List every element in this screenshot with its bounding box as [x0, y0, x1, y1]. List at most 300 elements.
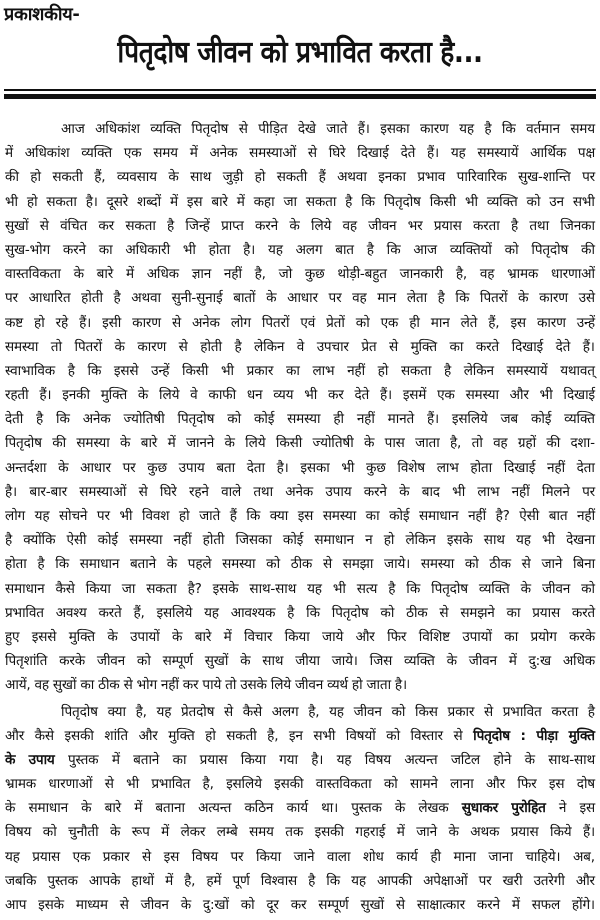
word: है, — [308, 703, 320, 720]
word: भी — [452, 483, 466, 500]
word: लाना — [450, 776, 474, 793]
word: गया — [279, 751, 298, 768]
word: है, — [202, 776, 214, 793]
word: जा — [121, 580, 136, 597]
word: सुखों — [52, 677, 77, 694]
word: लोग — [230, 314, 251, 331]
word: जबकि — [5, 872, 37, 889]
word: व्यक्ति — [403, 653, 435, 670]
word: बारे — [194, 628, 212, 645]
word: बाद — [421, 483, 440, 500]
word: भी — [5, 193, 18, 210]
word: आधार — [80, 459, 111, 476]
word: खरी — [502, 872, 523, 889]
word: कुछ — [147, 459, 167, 476]
word: समय — [249, 824, 274, 841]
word: के — [81, 800, 92, 817]
word: के — [446, 653, 457, 670]
text-line — [5, 724, 595, 748]
word: उतरेगी — [533, 872, 565, 889]
word: अधिकारी — [125, 241, 170, 258]
word: वह — [479, 266, 495, 283]
word: को — [386, 727, 400, 744]
word: साथ-साथ — [249, 580, 297, 597]
word: जीवन — [96, 653, 126, 670]
word: सकता — [125, 217, 156, 234]
word: मुक्ति — [568, 727, 595, 744]
word: सत्य — [356, 580, 378, 597]
word: प्रयोग — [530, 628, 557, 645]
word: भी — [304, 387, 318, 404]
word: हैं — [229, 508, 237, 524]
text-line — [5, 335, 595, 359]
word: किया — [284, 628, 310, 645]
word: के — [363, 435, 375, 452]
word: हैं। — [379, 387, 392, 404]
word: कि — [55, 556, 69, 573]
word: धारणाओं — [550, 266, 595, 283]
word: जिसका — [235, 532, 272, 549]
word: तथा — [529, 217, 549, 234]
word: एक — [380, 314, 399, 331]
word: हो — [178, 508, 190, 524]
word: किये — [549, 824, 572, 841]
word: पितरों — [479, 290, 508, 307]
word: आधार — [287, 290, 318, 307]
word: अलग — [295, 241, 323, 258]
word: अलग — [271, 703, 299, 720]
word: में — [223, 628, 232, 645]
text-line — [5, 480, 595, 504]
word: उपायों — [130, 628, 160, 645]
word: कोई — [389, 508, 410, 524]
word: देता — [576, 459, 595, 476]
word: सकता — [46, 193, 77, 210]
word: पीड़ित — [258, 121, 288, 137]
text-line — [5, 601, 595, 625]
word: समस्या — [222, 556, 256, 573]
word: है — [345, 193, 353, 210]
word: पारिवारिक — [456, 169, 507, 186]
word: समाधान — [5, 580, 45, 597]
word: हैं, — [94, 169, 106, 186]
word: विषय — [5, 824, 32, 841]
body-text — [5, 117, 595, 917]
word: व्यर्थ — [327, 677, 348, 694]
word: इनका — [378, 169, 406, 186]
word: बारे — [211, 193, 228, 210]
word: सामने — [409, 776, 438, 793]
word: अथवा — [131, 290, 161, 307]
word: पितृदोष — [383, 193, 421, 210]
word: है। — [85, 193, 98, 210]
word: के — [289, 217, 300, 234]
word: उसे — [578, 290, 595, 307]
word: सुखों — [360, 897, 384, 913]
word: कारण — [539, 290, 568, 307]
text-line — [5, 262, 595, 286]
word: कार्य — [286, 800, 308, 817]
word: आवश्यक — [230, 604, 276, 621]
word: जाना — [488, 848, 513, 865]
word: हुए — [5, 628, 20, 645]
word: के — [224, 435, 235, 452]
word: का — [98, 241, 113, 258]
word: : — [520, 727, 526, 744]
word: समझा — [342, 556, 374, 573]
word: पर — [478, 872, 492, 889]
word: आज — [413, 241, 437, 258]
section-label: प्रकाशकीय- — [4, 4, 80, 25]
word: है, — [267, 727, 279, 744]
word: के — [524, 751, 535, 768]
word: से — [39, 217, 49, 234]
word: में — [165, 872, 174, 889]
word: बार-बार — [29, 483, 67, 500]
word: जाने — [293, 848, 315, 865]
word: भी — [119, 508, 133, 524]
word: से — [178, 338, 188, 355]
word: सुखों — [5, 217, 29, 234]
word: बताना — [155, 800, 185, 817]
word: विवश — [141, 508, 170, 524]
text-line — [5, 311, 595, 335]
word: अथवा — [337, 169, 367, 186]
word: पितरों — [74, 338, 102, 355]
word: सफल — [531, 897, 560, 913]
text-line — [5, 893, 595, 917]
word: जो — [278, 266, 293, 283]
word: के — [448, 824, 459, 841]
word: में — [189, 145, 198, 162]
word: हो — [383, 532, 395, 549]
text-line — [5, 141, 595, 165]
word: तो — [471, 435, 483, 452]
word: होती — [202, 532, 225, 549]
word: किया — [85, 580, 111, 597]
word: हो — [34, 314, 45, 331]
word: माध्यम — [75, 897, 108, 913]
word: अत्यन्त — [404, 751, 438, 768]
word: अधिक — [562, 653, 595, 670]
word: पितृदोष — [431, 580, 468, 597]
word: पुस्तक — [351, 800, 382, 817]
text-line — [5, 772, 595, 796]
word: है — [37, 556, 45, 573]
word: शब्दों — [137, 193, 161, 210]
word: है? — [187, 580, 202, 597]
word: जिनका — [560, 217, 595, 234]
word: इसमें — [402, 387, 427, 404]
word: के — [120, 435, 131, 452]
word: से — [238, 121, 248, 137]
word: ऐसी — [519, 508, 540, 524]
word: बारे — [140, 435, 158, 452]
word: लेकर — [180, 824, 206, 841]
word: है — [234, 338, 242, 355]
word: लिये — [245, 435, 266, 452]
word: व्यक्तियों — [449, 241, 492, 258]
text-line — [5, 700, 595, 724]
word: होता — [208, 241, 231, 258]
word: के — [180, 897, 191, 913]
word: से — [119, 897, 129, 913]
word: दु:ख — [528, 653, 551, 670]
word: विषय — [364, 751, 391, 768]
word: करता — [551, 703, 579, 720]
word: है, — [184, 872, 196, 889]
word: वे — [190, 387, 198, 404]
word: हैं। — [39, 387, 52, 404]
word: कैसे — [242, 703, 263, 720]
word: मुक्ति — [168, 727, 195, 744]
word: ही — [430, 848, 441, 865]
word: मान — [430, 314, 450, 331]
word: जीवन — [468, 653, 497, 670]
word: रहे — [55, 314, 69, 331]
word: मुक्ति — [68, 628, 95, 645]
word: इस — [163, 848, 180, 865]
word: जानकारी — [399, 266, 444, 283]
word: कहा — [253, 193, 275, 210]
word: के — [58, 459, 69, 476]
word: इस — [510, 314, 526, 331]
word: बारे — [104, 800, 122, 817]
title-rule-thick — [4, 94, 596, 99]
word: प्रभाव — [417, 169, 446, 186]
word: हैं। — [79, 314, 92, 331]
word: नहीं — [577, 508, 595, 524]
word: लिये — [310, 217, 332, 234]
word: दशा- — [570, 435, 595, 452]
word: है। — [5, 483, 17, 500]
word: जाते — [326, 121, 348, 137]
word: विस्तार — [410, 727, 443, 744]
word: सकता — [400, 362, 432, 379]
word: लिये — [159, 387, 180, 404]
word: शोध — [362, 848, 384, 865]
word: में — [511, 897, 520, 913]
word: वाला — [326, 848, 351, 865]
word: करते — [475, 338, 499, 355]
word: दु:खों — [202, 897, 229, 913]
word: पर — [122, 459, 136, 476]
word: नहीं — [356, 411, 375, 428]
word: क्योंकि — [23, 532, 56, 549]
word: हैं, — [133, 604, 145, 621]
word: यह — [516, 532, 531, 549]
word: तो — [225, 677, 237, 694]
word: का — [506, 604, 521, 621]
word: आप — [5, 897, 27, 913]
word: जानने — [185, 435, 215, 452]
word: एवं — [300, 314, 316, 331]
word: कर — [182, 677, 199, 694]
word: को — [380, 604, 395, 621]
word: है — [5, 532, 13, 549]
word: अधिकांश — [95, 121, 140, 137]
word: साथ — [190, 169, 212, 186]
word: है। — [276, 459, 289, 476]
word: है, — [254, 266, 266, 283]
word: को — [136, 653, 151, 670]
word: हो — [351, 677, 363, 694]
word: का — [504, 628, 519, 645]
word: समाधान — [314, 532, 354, 549]
word: को — [240, 897, 255, 913]
word: ग्रहों — [517, 435, 536, 452]
word: पुरोहित — [511, 800, 546, 817]
word: समस्या — [420, 556, 455, 573]
word: बारे — [96, 266, 114, 283]
word: बताने — [130, 556, 156, 573]
word: करते — [98, 604, 122, 621]
word: अपेक्षाओं — [423, 872, 468, 889]
word: सकती — [276, 169, 308, 186]
word: जाये। — [384, 556, 411, 573]
word: माना — [453, 848, 476, 865]
word: के — [172, 628, 183, 645]
word: हाथों — [131, 872, 154, 889]
word: लम्बे — [216, 824, 238, 841]
word: है — [67, 362, 75, 379]
word: की — [52, 435, 66, 452]
word: रहती — [5, 387, 29, 404]
word: ठीक — [290, 556, 313, 573]
word: है, — [135, 703, 147, 720]
word: समय — [570, 121, 595, 137]
text-line — [5, 796, 595, 820]
word: था। — [321, 800, 339, 817]
word: से — [389, 338, 399, 355]
word: हैं। — [582, 338, 595, 355]
word: देखना — [566, 532, 595, 549]
text-line — [5, 820, 595, 844]
word: नहीं — [547, 459, 565, 476]
word: कारण — [137, 338, 167, 355]
word: आयें, — [5, 677, 31, 694]
word: हो — [26, 193, 38, 210]
word: कि — [56, 411, 70, 428]
word: जीवन — [541, 580, 571, 597]
word: कुछ — [304, 266, 325, 283]
word: कि — [501, 121, 516, 137]
word: उपाय — [178, 459, 205, 476]
word: अत्यन्त — [198, 800, 232, 817]
word: प्रकार — [246, 362, 274, 379]
word: पितृशांति — [5, 653, 48, 670]
word: और — [485, 776, 505, 793]
word: के — [399, 483, 410, 500]
word: प्रभावित — [151, 776, 191, 793]
word: ज्योतिषी — [312, 435, 354, 452]
text-line — [5, 673, 595, 697]
word: से — [521, 556, 531, 573]
word: को — [581, 580, 595, 597]
word: प्रभावित — [502, 703, 542, 720]
word: प्रभावित — [5, 604, 44, 621]
word: पितृदोष — [177, 411, 215, 428]
word: व्यय — [273, 387, 294, 404]
word: है — [510, 217, 518, 234]
word: से — [171, 314, 181, 331]
word: पर — [5, 290, 18, 307]
word: देते — [400, 145, 416, 162]
word: लेकिन — [405, 532, 436, 549]
word: इसकी — [314, 824, 344, 841]
word: बातों — [233, 290, 256, 307]
word: वे — [296, 338, 305, 355]
word: कष्ट — [5, 314, 23, 331]
word: किस — [415, 703, 438, 720]
word: से — [439, 604, 449, 621]
word: सुखों — [204, 653, 229, 670]
word: कार्य — [396, 848, 418, 865]
word: जुड़ी — [222, 169, 244, 186]
title-rule-thin — [4, 89, 596, 91]
word: सुनी-सुनाई — [171, 290, 223, 307]
word: समाधान — [418, 508, 459, 524]
word: से — [322, 556, 332, 573]
word: होती — [81, 290, 103, 307]
word: हैं। — [582, 824, 595, 841]
word: में — [169, 193, 178, 210]
word: सम्पूर्ण — [318, 897, 349, 913]
word: काफी — [208, 387, 236, 404]
word: एक — [123, 145, 142, 162]
word: लेकिन — [254, 338, 285, 355]
word: के — [394, 800, 406, 817]
word: किसी — [429, 193, 456, 210]
word: ऐसी — [66, 532, 87, 549]
word: लाभ — [436, 459, 459, 476]
word: है। — [243, 241, 256, 258]
word: पक्ष — [577, 145, 595, 162]
word: से — [123, 677, 133, 694]
word: नहीं — [347, 362, 365, 379]
word: दूर — [266, 897, 279, 913]
word: जीवन — [368, 217, 397, 234]
word: यह — [156, 703, 172, 720]
word: करके — [569, 628, 595, 645]
word: किया — [256, 848, 281, 865]
word: है — [587, 703, 595, 720]
word: के — [109, 824, 121, 841]
word: जीवन — [294, 677, 324, 694]
word: हो — [30, 169, 41, 186]
word: के — [518, 290, 529, 307]
word: बात — [335, 241, 354, 258]
word: करके — [59, 653, 85, 670]
word: उपायों — [462, 628, 492, 645]
word: है, — [455, 266, 467, 283]
text-line — [5, 649, 595, 673]
word: कारण — [536, 314, 566, 331]
word: वास्तविकता — [5, 266, 61, 283]
text-line — [5, 286, 595, 310]
text-line — [5, 552, 595, 576]
word: विषय — [191, 848, 218, 865]
word: है — [484, 121, 492, 137]
word: जाये — [322, 628, 344, 645]
word: तथा — [253, 483, 273, 500]
word: रूप — [131, 824, 150, 841]
word: समस्याओं — [249, 145, 297, 162]
word: यथावत् — [560, 362, 595, 379]
word: लिये — [270, 677, 291, 694]
word: उन्हें — [151, 362, 170, 379]
word: पितृदोष — [531, 241, 569, 258]
